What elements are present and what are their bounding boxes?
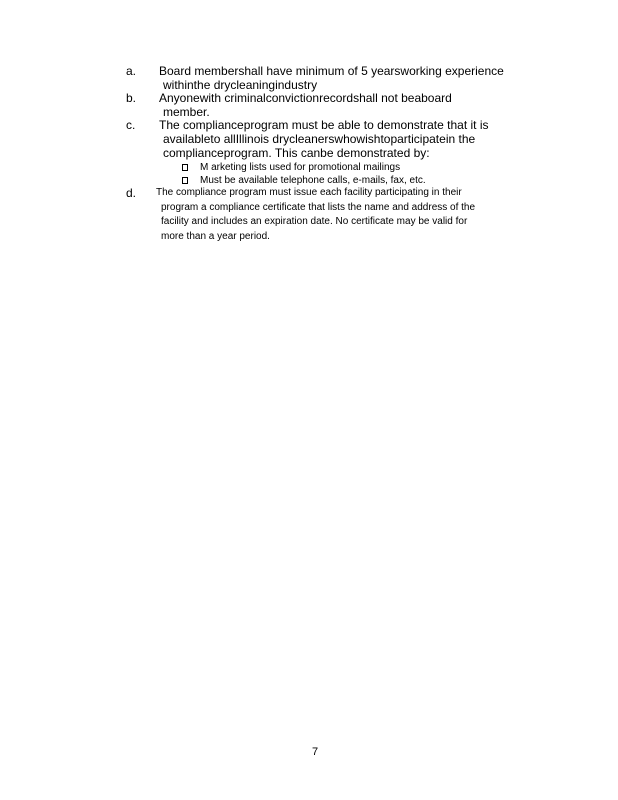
list-marker: b. (126, 91, 137, 105)
list-item-line: program a compliance certificate that lists the name and address of the (161, 202, 476, 213)
bullet-box-icon (182, 164, 188, 171)
list-item-line: member. (163, 105, 210, 119)
list-item-line: Board membershall have minimum of 5 yearsworking experience (159, 64, 504, 78)
list-item-line: availableto allIllinois drycleanerswhowishtoparticipatein the (163, 132, 476, 146)
list-item-line: withinthe drycleaningindustry (163, 78, 318, 92)
list-item-line: complianceprogram. This canbe demonstrated by: (163, 146, 430, 160)
list-marker: a. (126, 64, 137, 78)
list-item-line: The compliance program must issue each facility participating in their (156, 187, 462, 198)
bullet-box-icon (182, 177, 188, 184)
list-item-line: Anyonewith criminalconvictionrecordshall not beaboard (159, 91, 452, 105)
list-marker: c. (126, 118, 136, 132)
page-number: 7 (311, 746, 319, 758)
bullet-text: M arketing lists used for promotional mailings (200, 162, 401, 173)
list-item-line: more than a year period. (161, 231, 270, 242)
list-item-line: facility and includes an expiration date. No certificate may be valid for (161, 216, 468, 227)
bullet-text: Must be available telephone calls, e-mails, fax, etc. (200, 175, 426, 186)
list-marker: d. (126, 186, 137, 200)
list-item-line: The complianceprogram must be able to demonstrate that it is (159, 118, 489, 132)
